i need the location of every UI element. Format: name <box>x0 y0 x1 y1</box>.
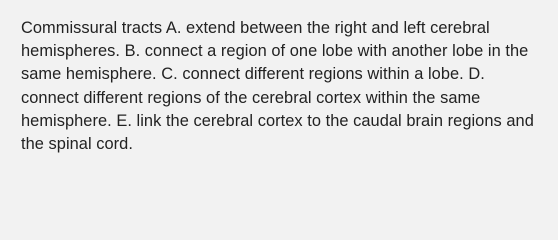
question-text: Commissural tracts A. extend between the right and left cerebral hemispheres. B. connect a region of one lobe with another lobe in the same hemisphere. C. connect different regions within a lobe. D. connect different regions of the cerebral cortex within the same hemisphere. E. link the cerebral cortex to the caudal brain regions and the spinal cord. <box>21 19 534 154</box>
